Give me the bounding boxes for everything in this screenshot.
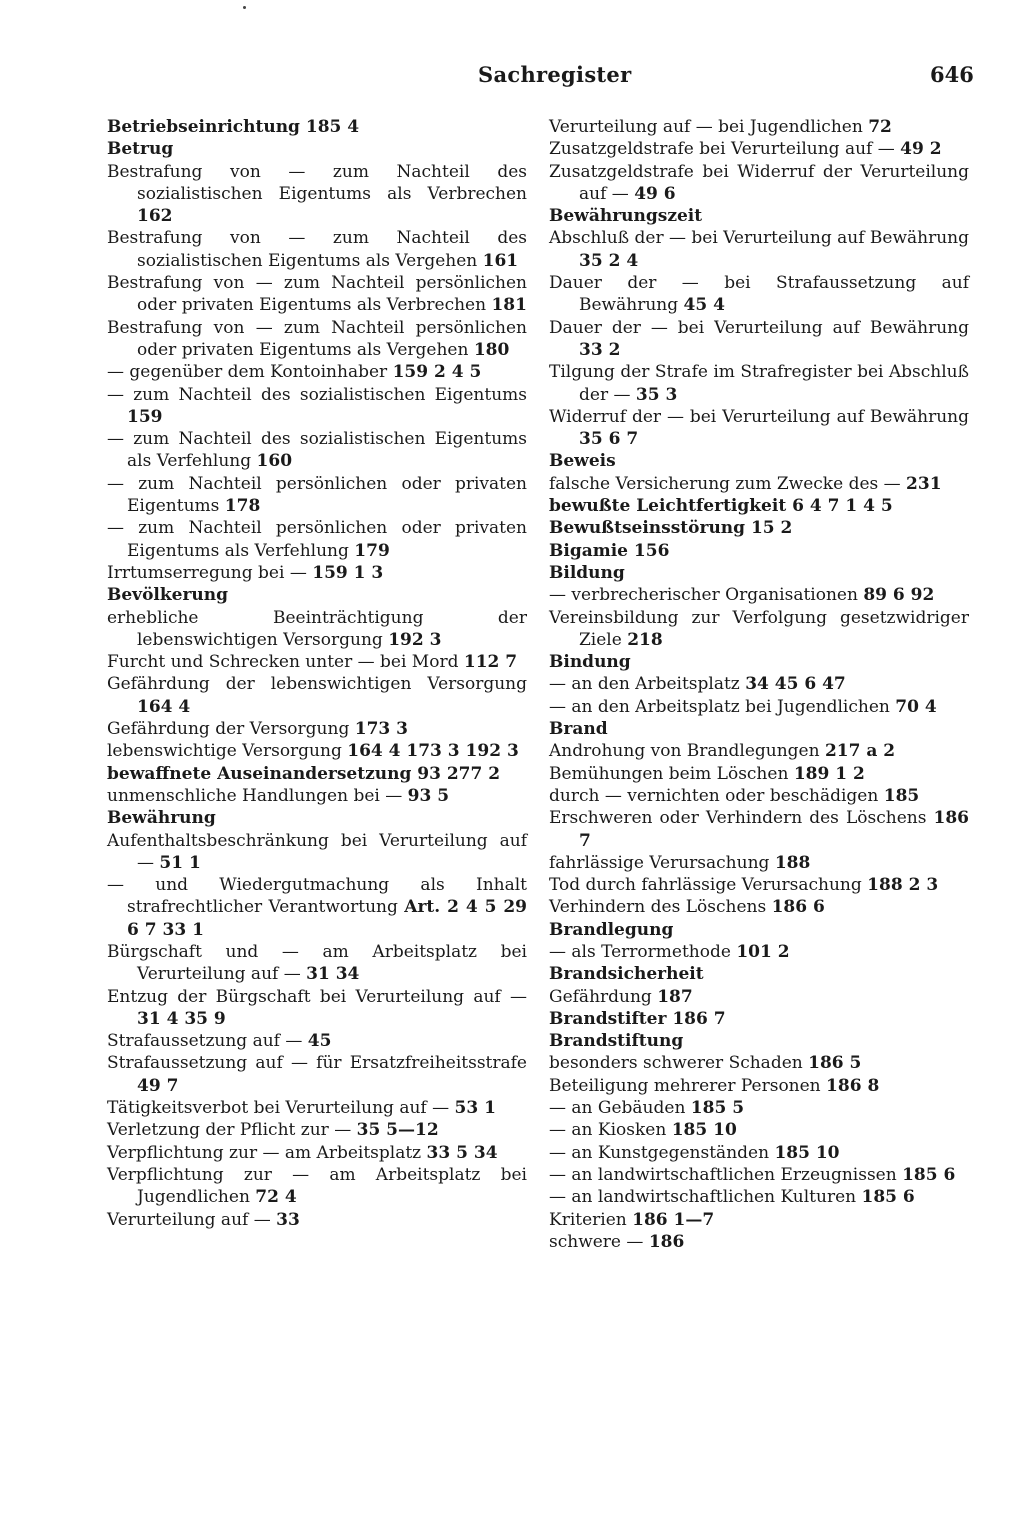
index-heading [549,1008,969,1030]
index-entry [549,607,969,652]
entry-text: lebenswichtige Versorgung [107,741,342,762]
index-entry [107,718,527,740]
index-entry [549,896,969,918]
index-entry [549,138,969,160]
entry-text: erhebliche Beeinträchtigung der lebenswichtigen Versorgung [107,607,527,650]
index-entry [549,317,969,362]
index-entry [107,1142,527,1164]
entry-text: — an Kiosken [549,1120,667,1141]
entry-text: Brand [549,719,608,740]
entry-text: Gefährdung der lebenswichtigen Versorgung [107,674,527,695]
print-speck [243,6,246,9]
entry-reference: 188 [774,852,811,873]
index-entry [549,785,969,807]
index-entry [107,317,527,362]
index-entry [549,1119,969,1141]
index-entry [107,1030,527,1052]
entry-text: Bewährungszeit [549,206,703,227]
index-entry [549,272,969,317]
entry-reference: 192 3 [388,629,442,650]
index-entry [107,562,527,584]
entry-text: Aufenthaltsbeschränkung bei Verurteilung auf — [107,830,527,873]
entry-reference: 160 [256,451,293,472]
entry-text: Bestrafung von — zum Nachteil persönlichen oder privaten Eigentums als Verbrechen [107,273,527,316]
index-entry [549,807,969,852]
index-entry [549,852,969,874]
page-number: 646 [930,62,974,87]
entry-reference: 72 [868,117,892,137]
entry-text: — an landwirtschaftlichen Erzeugnissen [549,1164,897,1185]
index-entry [107,428,527,473]
entry-reference: 164 4 [137,696,191,717]
entry-text: Verurteilung auf — bei Jugendlichen [549,117,863,137]
entry-text: Tilgung der Strafe im Strafregister bei Abschluß der — [549,362,969,405]
entry-text: Verpflichtung zur — am Arbeitsplatz bei Jugendlichen [107,1164,527,1208]
entry-text: Entzug der Bürgschaft bei Verurteilung auf — [107,986,527,1007]
entry-text: Brandstiftung [549,1031,684,1052]
index-entry [549,116,969,138]
entry-reference: 231 [906,473,942,494]
index-entry [107,607,527,652]
index-heading [549,205,969,227]
index-heading [549,495,969,517]
entry-text: — zum Nachteil persönlichen oder privaten Eigentums [107,473,527,517]
index-heading [549,450,969,472]
entry-reference: 186 [648,1231,685,1252]
entry-text: bewaffnete Auseinandersetzung 93 277 2 [107,763,501,784]
entry-text: Strafaussetzung auf — [107,1031,303,1052]
entry-reference: 185 5 [690,1098,745,1119]
entry-text: Bildung [549,562,625,583]
entry-reference: 189 1 2 [793,763,865,784]
entry-reference: 186 8 [826,1075,880,1096]
entry-text: Kriterien [549,1209,627,1230]
entry-text: Beweis [549,451,616,472]
entry-reference: 93 5 [407,785,450,806]
entry-text: — an Gebäuden [549,1098,686,1119]
index-heading [549,651,969,673]
entry-reference: 173 3 [354,719,408,740]
entry-reference: 159 2 4 5 [392,362,482,383]
entry-reference: 185 10 [671,1120,737,1141]
index-entry [549,361,969,406]
entry-reference: 180 [473,339,510,360]
entry-reference: 35 2 4 [579,250,639,271]
page-title: Sachregister [478,62,632,87]
entry-reference: 35 5—12 [356,1120,439,1141]
index-heading [549,562,969,584]
entry-reference: 101 2 [736,941,790,962]
entry-text: Brandsicherheit [549,964,704,985]
index-entry [107,272,527,317]
entry-reference: 164 4 173 3 192 3 [347,741,519,762]
entry-reference: 178 [224,496,261,517]
index-heading [107,807,527,829]
entry-reference: 33 [276,1209,300,1230]
index-heading [107,116,527,138]
entry-text: Brandstifter 186 7 [549,1008,726,1029]
entry-text: — und Wiedergutmachung als Inhalt strafrechtlicher Verantwortung [107,875,527,918]
entry-reference: 159 1 3 [312,562,384,583]
entry-reference: 49 7 [137,1075,179,1096]
entry-text: — zum Nachteil des sozialistischen Eigentums als Verfehlung [107,429,527,472]
entry-reference: 33 5 34 [426,1142,498,1163]
entry-text: Gefährdung der Versorgung [107,719,350,740]
entry-reference: 186 1—7 [632,1209,715,1230]
index-entry [549,673,969,695]
index-entry [107,740,527,762]
entry-reference: 31 4 35 9 [137,1008,226,1029]
index-entry [549,1052,969,1074]
entry-text: — zum Nachteil persönlichen oder privaten Eigentums als Verfehlung [107,518,527,561]
entry-text: Furcht und Schrecken unter — bei Mord [107,652,459,673]
entry-reference: 186 5 [808,1053,862,1074]
entry-text: durch — vernichten oder beschädigen [549,785,879,806]
entry-text: Bewußtseinsstörung 15 2 [549,518,793,539]
entry-reference: 185 6 [902,1164,956,1185]
entry-text: Erschweren oder Verhindern des Löschens [549,808,927,829]
entry-text: Beteiligung mehrerer Personen [549,1075,821,1096]
entry-text: Bestrafung von — zum Nachteil des sozialistischen Eigentums als Verbrechen [107,161,527,204]
entry-text: Verhindern des Löschens [549,897,767,918]
index-entry [549,1142,969,1164]
index-heading [549,540,969,562]
entry-text: — an den Arbeitsplatz bei Jugendlichen [549,696,890,717]
entry-reference: 162 [137,206,173,227]
entry-text: — als Terrormethode [549,941,731,962]
index-entry [107,874,527,941]
index-entry [107,473,527,518]
entry-text: Dauer der — bei Verurteilung auf Bewährung [549,317,969,338]
entry-text: — verbrecherischer Organisationen [549,585,858,606]
index-entry [549,986,969,1008]
entry-reference: 185 [883,785,920,806]
entry-text: Gefährdung [549,986,652,1007]
index-entry [107,517,527,562]
index-entry [107,1209,527,1231]
entry-reference: 49 2 [900,139,942,160]
entry-text: — an den Arbeitsplatz [549,674,740,695]
entry-text: falsche Versicherung zum Zwecke des — [549,473,901,494]
entry-reference: 186 7 [579,808,969,851]
entry-text: besonders schwerer Schaden [549,1053,803,1074]
entry-text: Bestrafung von — zum Nachteil des sozialistischen Eigentums als Vergehen [107,228,527,271]
index-entry [107,1119,527,1141]
index-entry [107,941,527,986]
entry-text: Bürgschaft und — am Arbeitsplatz bei Verurteilung auf — [107,941,527,985]
entry-text: Verpflichtung zur — am Arbeitsplatz [107,1142,422,1163]
index-heading [549,919,969,941]
index-entry [549,1231,969,1253]
index-entry [107,384,527,429]
entry-reference: 217 a 2 [824,741,896,762]
index-entry [549,740,969,762]
entry-reference: 53 1 [454,1098,496,1119]
index-entry [549,1164,969,1186]
entry-reference: 35 6 7 [579,429,639,450]
entry-text: schwere — [549,1231,644,1252]
entry-text: Widerruf der — bei Verurteilung auf Bewährung [549,406,969,427]
entry-text: Androhung von Brandlegungen [549,741,820,762]
entry-text: Dauer der — bei Strafaussetzung auf Bewährung [549,273,969,316]
index-entry [549,406,969,451]
index-entry [549,584,969,606]
index-entry [107,361,527,383]
index-entry [549,1209,969,1231]
index-entry [107,986,527,1031]
index-entry [549,473,969,495]
entry-text: — zum Nachteil des sozialistischen Eigentums [107,384,527,405]
entry-text: Brandlegung [549,919,674,940]
index-entry [549,227,969,272]
entry-text: Bindung [549,652,631,673]
entry-reference: 33 2 [579,339,621,360]
entry-reference: 159 [127,406,163,427]
entry-reference: 186 6 [771,897,825,918]
entry-reference: 34 45 6 47 [745,674,846,695]
entry-text: Zusatzgeldstrafe bei Verurteilung auf — [549,139,895,160]
entry-text: fahrlässige Verursachung [549,852,770,873]
entry-reference: Art. 2 4 5 29 6 7 33 1 [127,897,528,940]
index-entry [549,763,969,785]
entry-reference: 179 [354,540,390,561]
entry-text: Verurteilung auf — [107,1209,271,1230]
index-heading [107,138,527,160]
entry-reference: 51 1 [159,852,201,873]
entry-reference: 112 7 [463,652,518,673]
entry-text: unmenschliche Handlungen bei — [107,785,403,806]
entry-text: Bestrafung von — zum Nachteil persönlichen oder privaten Eigentums als Vergehen [107,317,527,360]
index-entry [549,1075,969,1097]
entry-reference: 181 [491,295,527,316]
index-entry [549,941,969,963]
index-heading [107,584,527,606]
entry-reference: 185 10 [774,1142,840,1163]
index-heading [549,718,969,740]
entry-reference: 187 [657,986,693,1007]
entry-text: Vereinsbildung zur Verfolgung gesetzwidriger Ziele [549,607,969,650]
index-entry [107,1097,527,1119]
entry-text: — gegenüber dem Kontoinhaber [107,362,388,383]
entry-reference: 72 4 [255,1187,297,1208]
index-entry [107,1164,527,1209]
entry-text: Betriebseinrichtung 185 4 [107,117,360,137]
index-entry [549,1097,969,1119]
index-entry [549,1186,969,1208]
right-column [549,116,969,1253]
index-entry [107,785,527,807]
entry-reference: 45 4 [683,295,725,316]
entry-text: Zusatzgeldstrafe bei Widerruf der Verurteilung auf — [549,161,969,204]
entry-text: Bigamie 156 [549,540,670,561]
entry-reference: 188 2 3 [867,875,939,896]
entry-reference: 45 [307,1031,332,1052]
entry-reference: 35 3 [635,384,678,405]
entry-text: Tätigkeitsverbot bei Verurteilung auf — [107,1098,450,1119]
index-entry [549,874,969,896]
entry-text: — an landwirtschaftlichen Kulturen [549,1187,857,1208]
entry-reference: 185 6 [861,1187,915,1208]
entry-reference: 70 4 [895,696,937,717]
entry-text: bewußte Leichtfertigkeit 6 4 7 1 4 5 [549,496,893,517]
index-heading [549,963,969,985]
entry-text: Verletzung der Pflicht zur — [107,1120,352,1141]
index-entry [107,1052,527,1097]
entry-reference: 31 34 [306,964,360,985]
entry-text: Bewährung [107,808,216,829]
index-entry [107,830,527,875]
entry-reference: 218 [627,629,663,650]
entry-text: Strafaussetzung auf — für Ersatzfreiheitsstrafe [107,1053,527,1074]
index-heading [107,763,527,785]
entry-text: Bevölkerung [107,585,229,606]
entry-text: Betrug [107,139,174,160]
index-heading [549,1030,969,1052]
entry-text: Irrtumserregung bei — [107,562,307,583]
entry-reference: 161 [482,250,519,271]
index-heading [549,517,969,539]
index-entry [549,696,969,718]
index-entry [107,651,527,673]
index-entry [107,227,527,272]
entry-text: Bemühungen beim Löschen [549,763,789,784]
left-column [107,116,527,1231]
index-entry [549,161,969,206]
entry-text: Tod durch fahrlässige Verursachung [549,875,862,896]
index-entry [107,161,527,228]
entry-text: Abschluß der — bei Verurteilung auf Bewährung [549,228,969,249]
index-entry [107,673,527,718]
entry-reference: 89 6 92 [863,585,935,606]
entry-text: — an Kunstgegenständen [549,1142,770,1163]
entry-reference: 49 6 [634,183,676,204]
